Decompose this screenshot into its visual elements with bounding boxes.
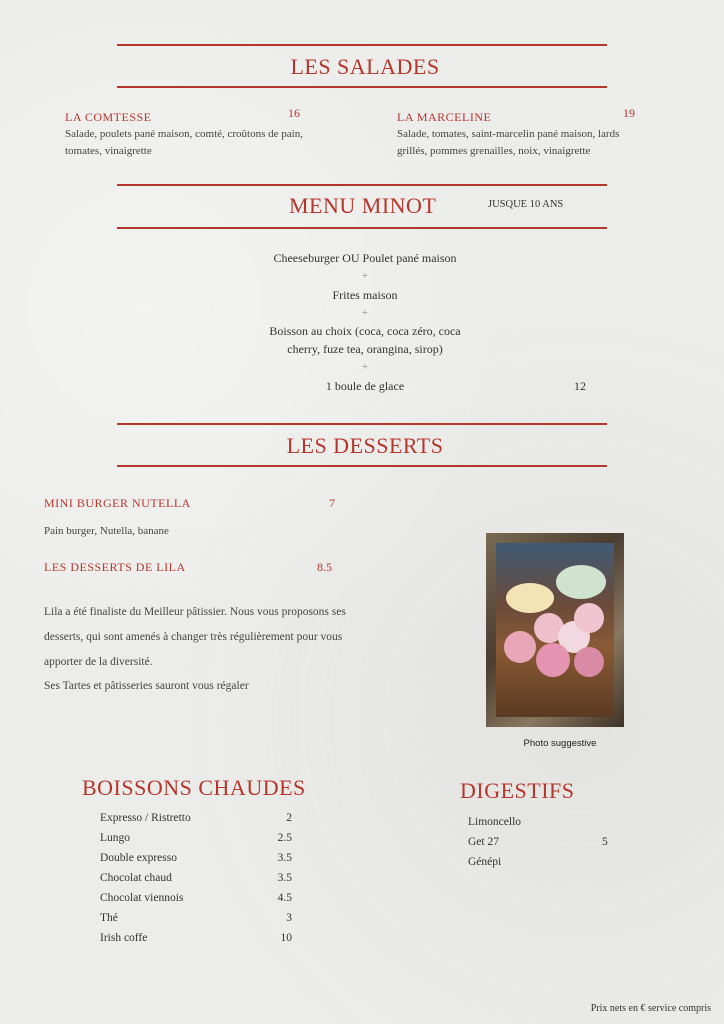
item-description: Pain burger, Nutella, banane (44, 525, 169, 537)
divider (117, 184, 607, 186)
drink-price: 3.5 (277, 872, 292, 884)
divider (117, 227, 607, 229)
menu-line: Cheeseburger OU Poulet pané maison (273, 251, 457, 265)
drink-price: 3 (286, 912, 292, 924)
drink-name: Expresso / Ristretto (100, 812, 191, 824)
menu-line: 1 boule de glace (325, 379, 405, 393)
drink-name: Chocolat chaud (100, 872, 172, 884)
digestif-name: Génépi (468, 856, 502, 868)
item-description: Salade, tomates, saint-marcelin pané maison, lards grillés, pommes grenailles, noix, vinaigrette (397, 128, 620, 157)
digestif-name: Limoncello (468, 816, 522, 828)
item-name: LA MARCELINE (397, 110, 492, 124)
item-price: 19 (623, 106, 635, 120)
drink-name: Thé (100, 912, 118, 924)
drink-name: Chocolat viennois (100, 892, 184, 904)
menu-line: Boisson au choix (coca, coca zéro, coca (269, 324, 461, 338)
divider (117, 465, 607, 467)
dessert-paragraph: Ses Tartes et pâtisseries sauront vous régaler (44, 680, 249, 692)
item-name: LES DESSERTS DE LILA (44, 560, 186, 574)
menu-price: 12 (574, 379, 586, 393)
item-name: LA COMTESSE (65, 110, 152, 124)
menu-line: cherry, fuze tea, orangina, sirop) (287, 342, 443, 356)
divider (117, 423, 607, 425)
salades-title: LES SALADES (290, 54, 440, 79)
photo-caption: Photo suggestive (523, 738, 597, 749)
menu-item (65, 106, 305, 160)
dessert-photo (486, 533, 624, 727)
drink-name: Lungo (100, 832, 131, 844)
divider (117, 86, 607, 88)
minot-title: MENU MINOT (289, 193, 437, 218)
drink-name: Irish coffe (100, 932, 148, 944)
menu-item (397, 106, 637, 160)
item-price: 7 (329, 496, 335, 510)
photo-content (496, 543, 614, 717)
item-price: 8.5 (317, 560, 332, 574)
drink-price: 10 (280, 932, 292, 944)
drink-price: 2 (286, 812, 292, 824)
footer-note: Prix nets en € service compris (590, 1003, 711, 1014)
dessert-paragraph: Lila a été finaliste du Meilleur pâtissier. Nous vous proposons ses (44, 606, 346, 618)
digestifs-title: DIGESTIFS (460, 778, 575, 803)
drink-price: 3.5 (277, 852, 292, 864)
dessert-paragraph: desserts, qui sont amenés à changer très régulièrement pour vous (44, 631, 343, 643)
boissons-title: BOISSONS CHAUDES (82, 775, 306, 800)
plus-sign: + (362, 362, 368, 373)
plus-sign: + (362, 271, 368, 282)
digestif-price: 5 (602, 836, 608, 848)
item-name: MINI BURGER NUTELLA (44, 496, 191, 510)
item-price: 16 (288, 106, 300, 120)
age-note: JUSQUE 10 ANS (488, 199, 564, 210)
plus-sign: + (362, 308, 368, 319)
item-description: Salade, poulets pané maison, comté, croûtons de pain, tomates, vinaigrette (65, 128, 303, 157)
menu-line: Frites maison (332, 288, 398, 302)
drink-price: 2.5 (277, 832, 292, 844)
desserts-title: LES DESSERTS (286, 433, 444, 458)
dessert-paragraph: apporter de la diversité. (44, 656, 153, 668)
divider (117, 44, 607, 46)
drink-name: Double expresso (100, 852, 177, 864)
drink-price: 4.5 (277, 892, 292, 904)
digestif-name: Get 27 (468, 836, 499, 848)
